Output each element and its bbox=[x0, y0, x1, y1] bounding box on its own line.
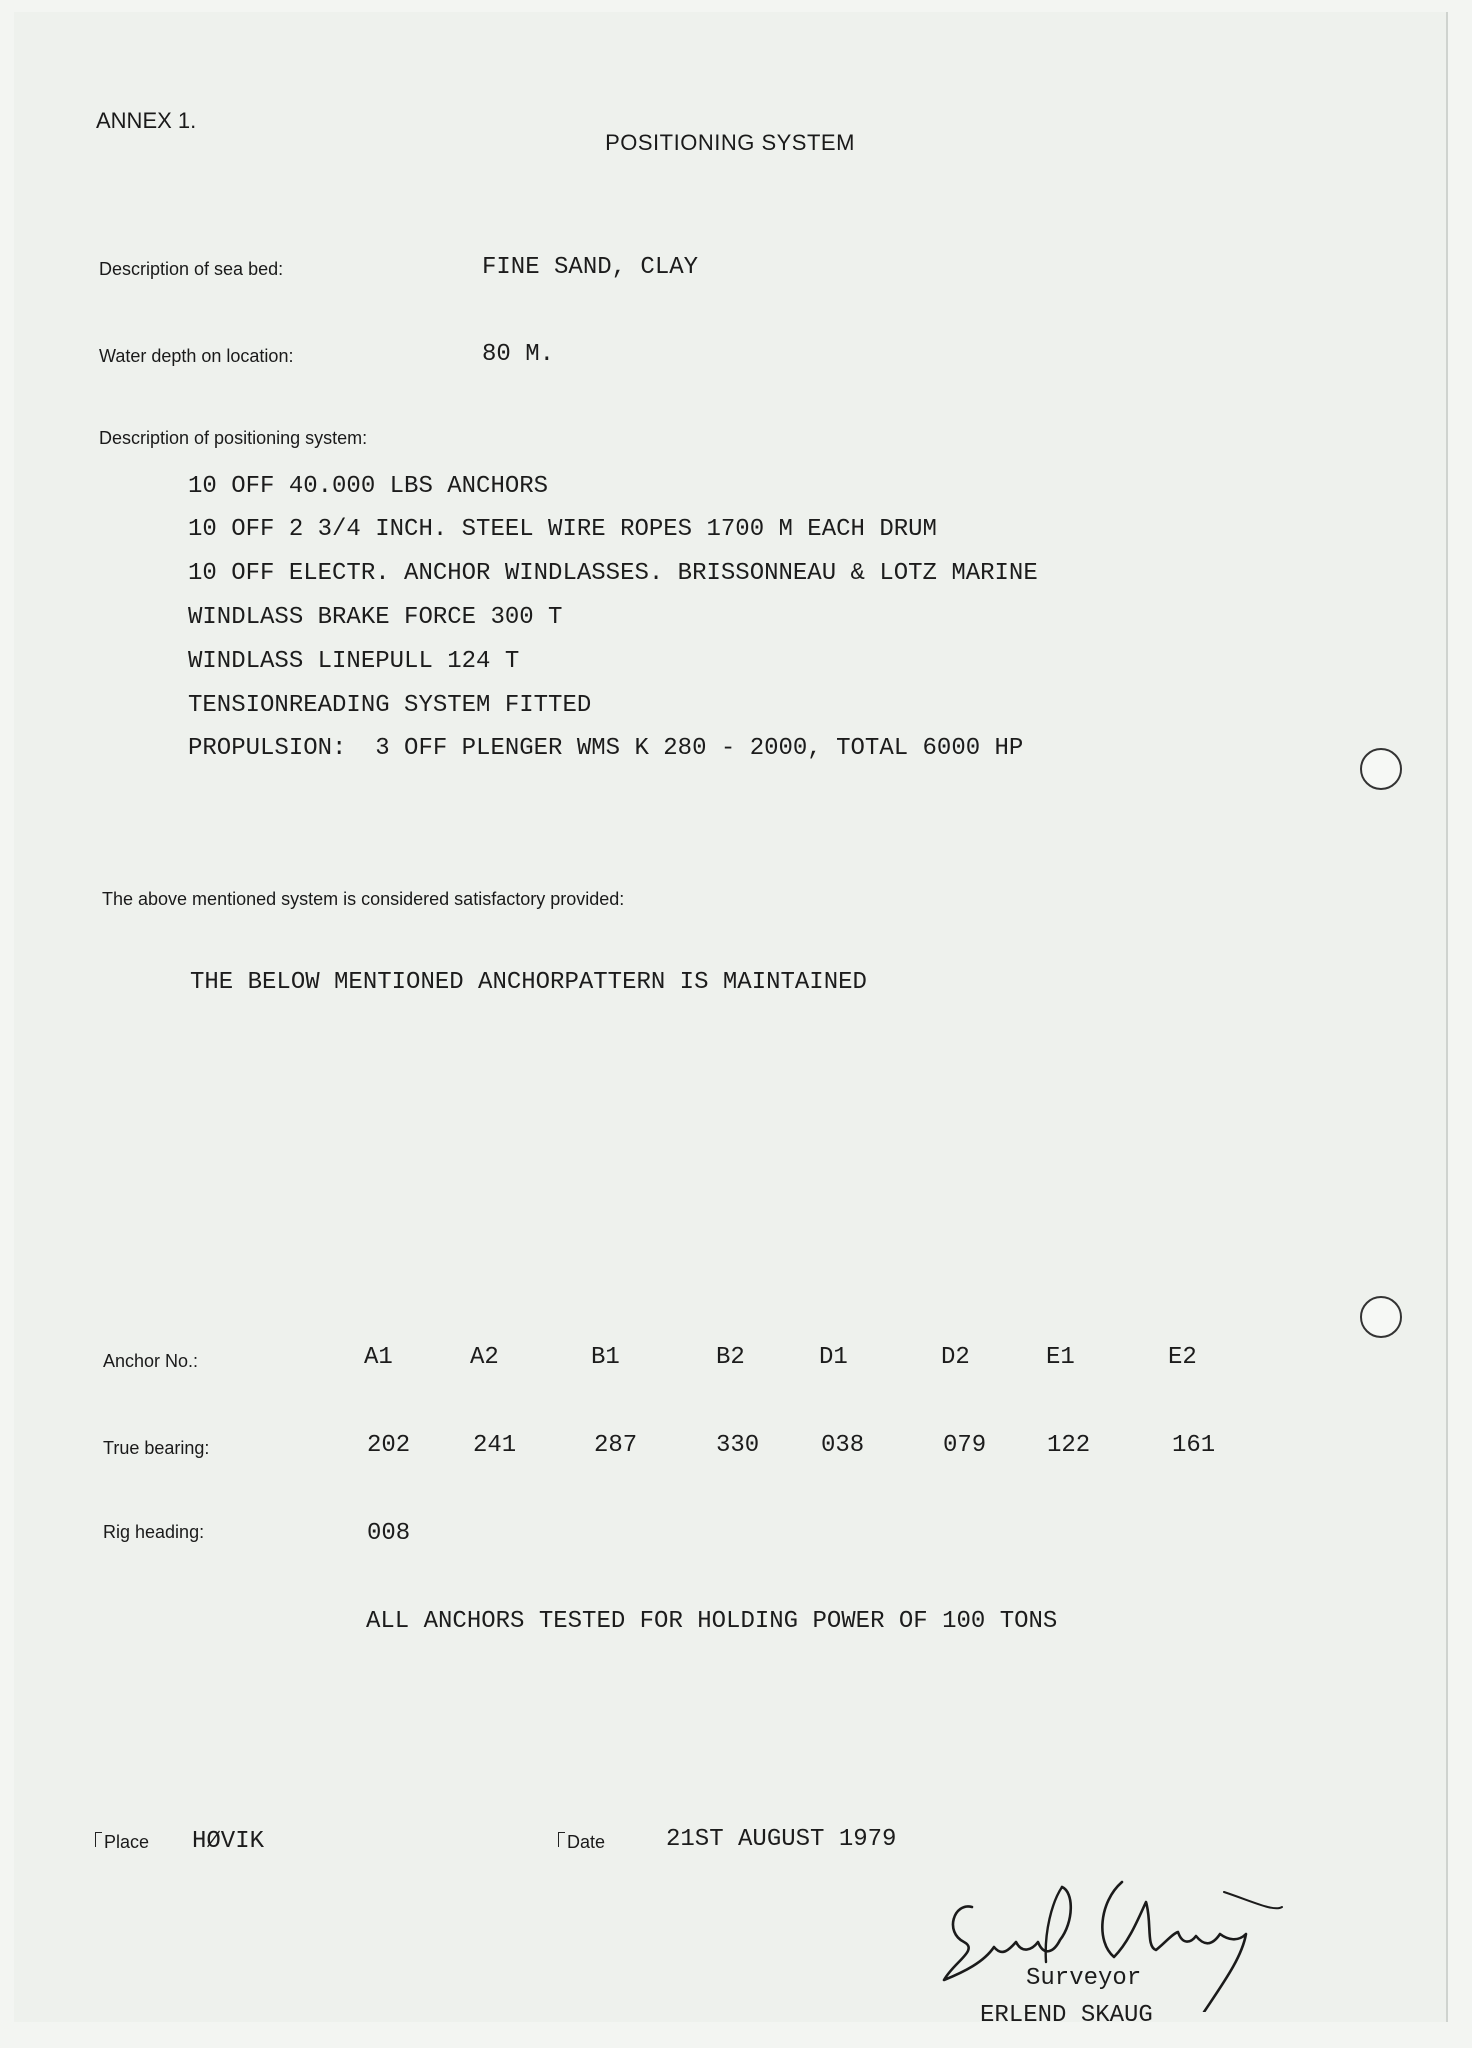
sea-bed-value: FINE SAND, CLAY bbox=[482, 254, 699, 281]
true-bearing-value: 038 bbox=[821, 1432, 865, 1459]
date-label bbox=[558, 1832, 605, 1853]
surveyor-name: ERLEND SKAUG bbox=[980, 2002, 1153, 2029]
true-bearing-value: 079 bbox=[943, 1432, 987, 1459]
positioning-line: WINDLASS BRAKE FORCE 300 T bbox=[188, 604, 563, 631]
date-label-text: Date bbox=[567, 1832, 606, 1852]
positioning-line: 10 OFF 40.000 LBS ANCHORS bbox=[188, 473, 549, 500]
anchor-no-label: Anchor No.: bbox=[103, 1351, 199, 1371]
rig-heading-value: 008 bbox=[367, 1520, 411, 1547]
anchor-test-note: ALL ANCHORS TESTED FOR HOLDING POWER OF 100 TONS bbox=[366, 1608, 1058, 1635]
place-value: HØVIK bbox=[192, 1828, 265, 1855]
positioning-line: 10 OFF 2 3/4 INCH. STEEL WIRE ROPES 1700 M EACH DRUM bbox=[188, 516, 937, 543]
true-bearing-value: 202 bbox=[367, 1432, 411, 1459]
true-bearing-value: 330 bbox=[716, 1432, 760, 1459]
positioning-line: WINDLASS LINEPULL 124 T bbox=[188, 648, 520, 675]
anchor-number: B2 bbox=[716, 1344, 745, 1371]
place-label bbox=[95, 1832, 149, 1853]
true-bearing-value: 287 bbox=[594, 1432, 638, 1459]
anchor-number: B1 bbox=[591, 1344, 620, 1371]
true-bearing-value: 161 bbox=[1172, 1432, 1216, 1459]
true-bearing-label: True bearing: bbox=[103, 1438, 210, 1458]
positioning-line: 10 OFF ELECTR. ANCHOR WINDLASSES. BRISSONNEAU & LOTZ MARINE bbox=[188, 560, 1038, 587]
anchor-number: A2 bbox=[470, 1344, 499, 1371]
positioning-line: TENSIONREADING SYSTEM FITTED bbox=[188, 692, 592, 719]
condition-text: THE BELOW MENTIONED ANCHORPATTERN IS MAINTAINED bbox=[190, 969, 867, 996]
rig-heading-label: Rig heading: bbox=[103, 1522, 205, 1542]
anchor-number: E1 bbox=[1046, 1344, 1075, 1371]
date-value: 21ST AUGUST 1979 bbox=[666, 1826, 897, 1853]
water-depth-label: Water depth on location: bbox=[99, 346, 294, 366]
condition-label: The above mentioned system is considered satisfactory provided: bbox=[102, 889, 625, 909]
positioning-line: PROPULSION: 3 OFF PLENGER WMS K 280 - 2000, TOTAL 6000 HP bbox=[188, 735, 1024, 762]
document-page bbox=[14, 12, 1448, 2029]
annex-label: ANNEX 1. bbox=[96, 108, 197, 133]
anchor-number: A1 bbox=[364, 1344, 393, 1371]
punch-hole bbox=[1360, 748, 1402, 790]
water-depth-value: 80 M. bbox=[482, 341, 555, 368]
place-label-text: Place bbox=[104, 1832, 150, 1852]
positioning-label: Description of positioning system: bbox=[99, 428, 368, 448]
corner-mark bbox=[95, 1832, 102, 1847]
corner-mark bbox=[558, 1832, 565, 1847]
page-title: POSITIONING SYSTEM bbox=[605, 130, 855, 155]
surveyor-label: Surveyor bbox=[1026, 1965, 1142, 1992]
sea-bed-label: Description of sea bed: bbox=[99, 259, 284, 279]
punch-hole bbox=[1360, 1296, 1402, 1338]
anchor-number: D1 bbox=[819, 1344, 848, 1371]
true-bearing-value: 122 bbox=[1047, 1432, 1091, 1459]
anchor-number: E2 bbox=[1168, 1344, 1197, 1371]
anchor-number: D2 bbox=[941, 1344, 970, 1371]
true-bearing-value: 241 bbox=[473, 1432, 517, 1459]
